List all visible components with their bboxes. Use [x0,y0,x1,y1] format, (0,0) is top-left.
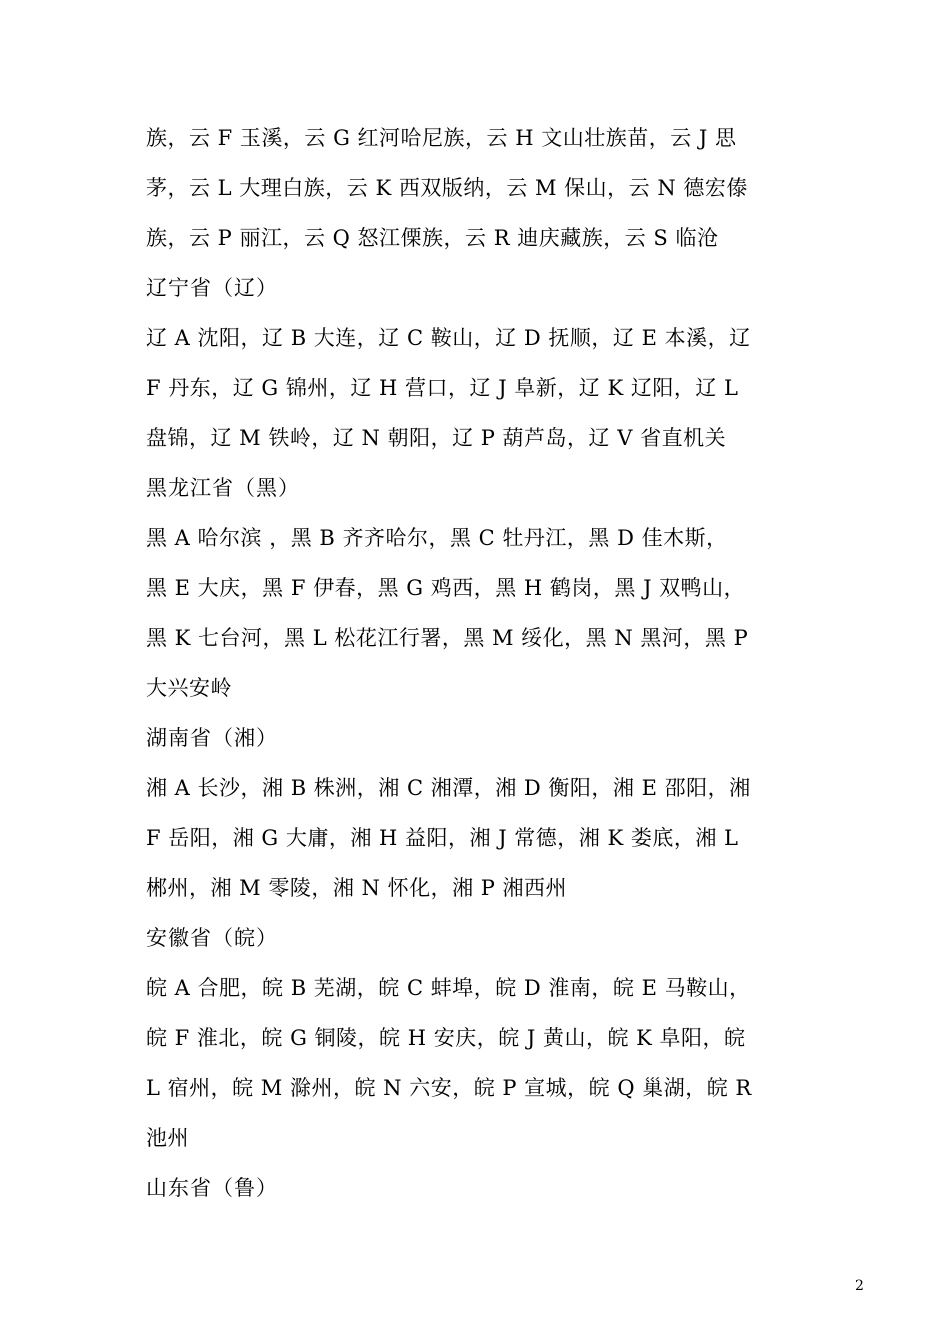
text-line-hunan-3: 郴州，湘 M 零陵，湘 N 怀化，湘 P 湘西州 [146,876,568,900]
text-line-liaoning-3: 盘锦，辽 M 铁岭，辽 N 朝阳，辽 P 葫芦岛，辽 V 省直机关 [146,426,727,450]
page-number: 2 [855,1278,864,1294]
text-line-heilongjiang-2: 黑 E 大庆，黑 F 伊春，黑 G 鸡西，黑 H 鹤岗，黑 J 双鸭山， [146,576,746,600]
text-line-hunan-2: F 岳阳，湘 G 大庸，湘 H 益阳，湘 J 常德，湘 K 娄底，湘 L [146,826,739,850]
text-line-anhui-3: L 宿州，皖 M 滁州，皖 N 六安，皖 P 宣城，皖 Q 巢湖，皖 R [146,1076,752,1100]
text-line-heilongjiang-3: 黑 K 七台河，黑 L 松花江行署，黑 M 绥化，黑 N 黑河，黑 P [146,626,749,650]
text-line-liaoning-2: F 丹东，辽 G 锦州，辽 H 营口，辽 J 阜新，辽 K 辽阳，辽 L [146,376,739,400]
text-line-yunnan-continued-2: 茅，云 L 大理白族，云 K 西双版纳，云 M 保山，云 N 德宏傣 [146,176,748,200]
text-line-yunnan-continued-1: 族，云 F 玉溪，云 G 红河哈尼族，云 H 文山壮族苗，云 J 思 [146,126,737,150]
section-heading-liaoning: 辽宁省（辽） [146,276,278,300]
text-line-anhui-2: 皖 F 淮北，皖 G 铜陵，皖 H 安庆，皖 J 黄山，皖 K 阜阳，皖 [146,1026,746,1050]
section-heading-shandong: 山东省（鲁） [146,1176,278,1200]
text-line-anhui-1: 皖 A 合肥，皖 B 芜湖，皖 C 蚌埠，皖 D 淮南，皖 E 马鞍山， [146,976,751,1000]
text-line-yunnan-continued-3: 族，云 P 丽江，云 Q 怒江傈族，云 R 迪庆藏族，云 S 临沧 [146,226,719,250]
text-line-heilongjiang-4: 大兴安岭 [146,676,232,700]
text-line-hunan-1: 湘 A 长沙，湘 B 株洲，湘 C 湘潭，湘 D 衡阳，湘 E 邵阳，湘 [146,776,751,800]
text-line-heilongjiang-1: 黑 A 哈尔滨 ，黑 B 齐齐哈尔，黑 C 牡丹江，黑 D 佳木斯， [146,526,728,550]
text-line-liaoning-1: 辽 A 沈阳，辽 B 大连，辽 C 鞍山，辽 D 抚顺，辽 E 本溪，辽 [146,326,751,350]
section-heading-hunan: 湖南省（湘） [146,726,278,750]
document-body [146,113,811,1213]
text-line-anhui-4: 池州 [146,1126,189,1150]
section-heading-heilongjiang: 黑龙江省（黑） [146,476,300,500]
section-heading-anhui: 安徽省（皖） [146,926,278,950]
